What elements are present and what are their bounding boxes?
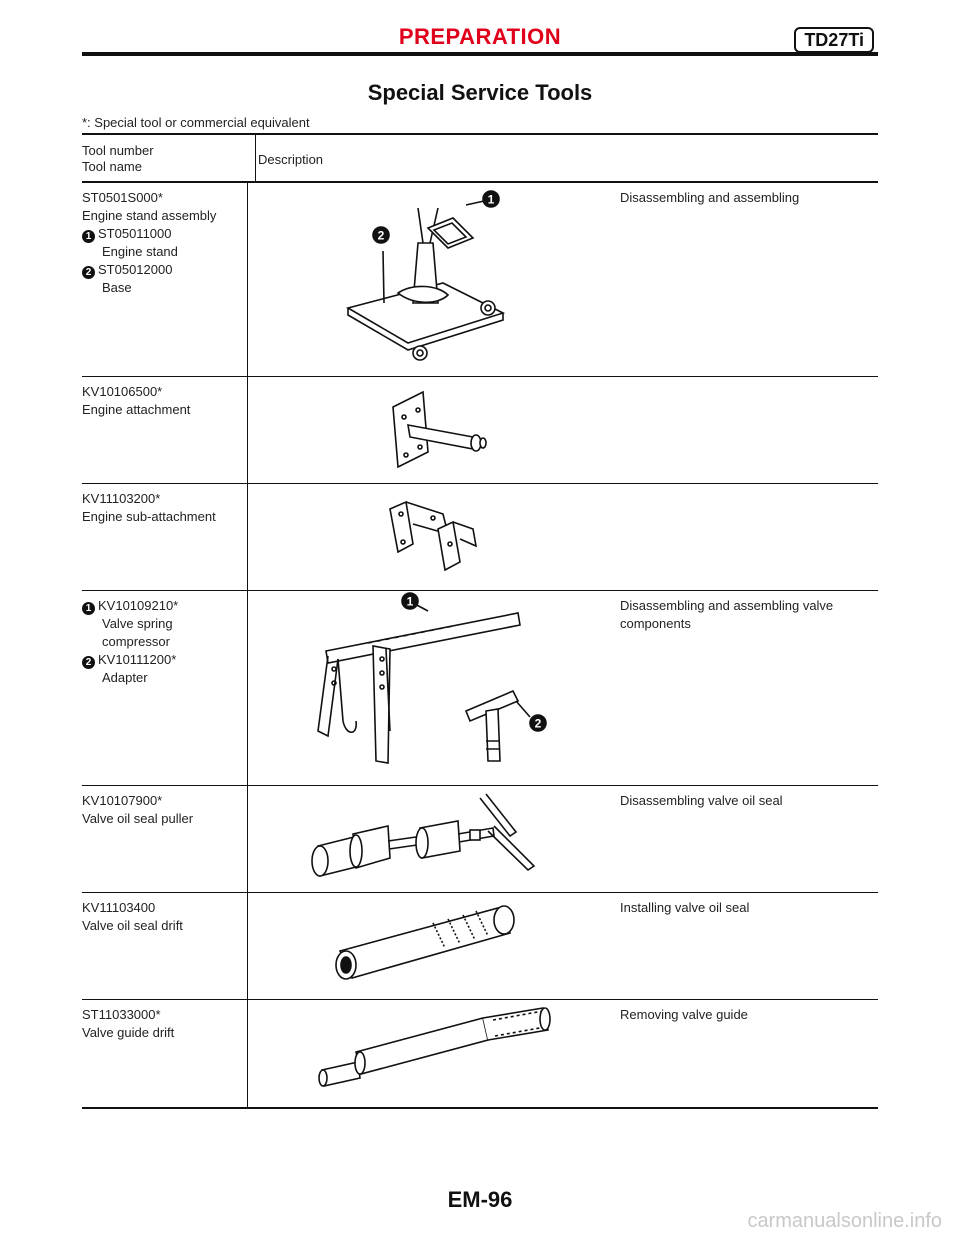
valve-oil-seal-puller-illustration xyxy=(247,786,610,892)
valve-guide-drift-illustration xyxy=(247,1000,610,1107)
table-header xyxy=(82,133,878,183)
fig-callout-2: 2 xyxy=(534,716,542,731)
table-row xyxy=(82,183,878,377)
tools-table xyxy=(82,133,878,1109)
page-number: EM-96 xyxy=(447,1187,513,1212)
table-row xyxy=(82,591,878,786)
fig-callout-1: 1 xyxy=(406,594,414,609)
description-cell: Removing valve guide xyxy=(620,1007,748,1022)
table-row xyxy=(82,1000,878,1109)
tool-cell: KV11103200* Engine sub-attachment xyxy=(82,491,216,524)
tool-cell: 1 KV10109210* Valve spring compressor 2 KV10111200* Adapter xyxy=(82,597,250,687)
description-cell: Installing valve oil seal xyxy=(620,900,750,915)
header-title: PREPARATION xyxy=(398,24,562,49)
callout-1-icon: 1 xyxy=(82,602,95,615)
table-row xyxy=(82,893,878,1000)
header-rule xyxy=(82,52,878,56)
table-row xyxy=(82,786,878,893)
tool-cell: ST0501S000* Engine stand assembly 1 ST05011000 Engine stand 2 ST05012000 Base xyxy=(82,190,217,295)
callout-2-icon: 2 xyxy=(82,266,95,279)
engine-stand-illustration xyxy=(247,183,610,376)
col-description-header: Description xyxy=(255,135,256,181)
description-cell: Disassembling valve oil seal xyxy=(620,793,783,808)
tool-cell: ST11033000* Valve guide drift xyxy=(82,1007,175,1040)
callout-1-icon: 1 xyxy=(82,230,95,243)
valve-oil-seal-drift-illustration xyxy=(247,893,610,999)
col-tool-header: Tool number Tool name xyxy=(82,143,154,174)
description-cell: Disassembling and assembling xyxy=(620,190,800,205)
description-cell: Disassembling and assembling valve components xyxy=(620,598,834,631)
fig-callout-2: 2 xyxy=(377,228,385,243)
engine-sub-attachment-illustration xyxy=(247,484,610,590)
valve-spring-compressor-illustration xyxy=(247,591,610,785)
table-row xyxy=(82,377,878,484)
model-badge: TD27Ti xyxy=(794,27,874,53)
fig-callout-1: 1 xyxy=(487,192,495,207)
watermark: carmanualsonline.info xyxy=(747,1210,942,1232)
engine-attachment-illustration xyxy=(247,377,610,483)
table-note: *: Special tool or commercial equivalent xyxy=(82,115,310,130)
tool-cell: KV10106500* Engine attachment xyxy=(82,384,191,417)
page-header xyxy=(82,18,878,54)
tool-cell: KV10107900* Valve oil seal puller xyxy=(82,793,194,826)
table-row xyxy=(82,484,878,591)
tool-cell: KV11103400 Valve oil seal drift xyxy=(82,900,183,933)
section-title: Special Service Tools xyxy=(367,80,593,105)
callout-2-icon: 2 xyxy=(82,656,95,669)
